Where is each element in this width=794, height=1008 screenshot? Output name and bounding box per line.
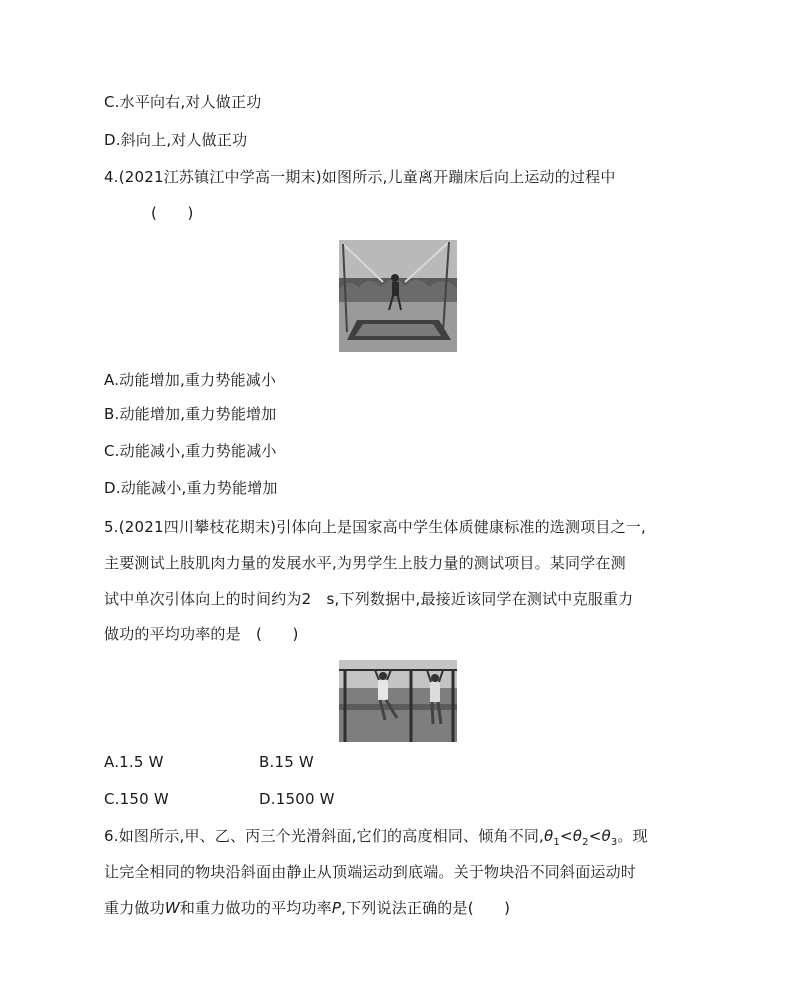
option-5a: A.1.5 W	[104, 753, 164, 771]
option-4c: C.动能减小,重力势能减小	[104, 442, 277, 460]
pull-up-photo	[339, 660, 457, 742]
question-5-line-4: 做功的平均功率的是 ( )	[104, 625, 299, 643]
option-4b: B.动能增加,重力势能增加	[104, 405, 277, 423]
question-5-line-3: 试中单次引体向上的时间约为2 s,下列数据中,最接近该同学在测试中克服重力	[104, 590, 634, 608]
question-5-line-1: 5.(2021四川攀枝花期末)引体向上是国家高中学生体质健康标准的选测项目之一,	[104, 518, 646, 536]
question-6-line-2: 让完全相同的物块沿斜面由静止从顶端运动到底端。关于物块沿不同斜面运动时	[104, 863, 637, 881]
question-6-line-3: 重力做功W和重力做功的平均功率P,下列说法正确的是( )	[104, 899, 511, 917]
question-4-stem: 4.(2021江苏镇江中学高一期末)如图所示,儿童离开蹦床后向上运动的过程中	[104, 168, 616, 186]
question-4-answer-bracket: ( )	[151, 204, 194, 222]
trampoline-photo	[339, 240, 457, 352]
option-3c: C.水平向右,对人做正功	[104, 93, 262, 111]
option-4d: D.动能减小,重力势能增加	[104, 479, 278, 497]
option-4a: A.动能增加,重力势能减小	[104, 371, 277, 389]
option-3d: D.斜向上,对人做正功	[104, 131, 248, 149]
option-5b: B.15 W	[259, 753, 314, 771]
question-6-line-1: 6.如图所示,甲、乙、丙三个光滑斜面,它们的高度相同、倾角不同$,\theta_1<\theta_2<\theta_3$。现	[104, 827, 648, 848]
question-5-line-2: 主要测试上肢肌肉力量的发展水平,为男学生上肢力量的测试项目。某同学在测	[104, 554, 626, 572]
question-6-suffix: 。现	[617, 827, 648, 845]
option-5d: D.1500 W	[259, 790, 335, 808]
option-5c: C.150 W	[104, 790, 169, 808]
question-6-prefix: 6.如图所示,甲、乙、丙三个光滑斜面,它们的高度相同、倾角不同,	[104, 827, 545, 845]
